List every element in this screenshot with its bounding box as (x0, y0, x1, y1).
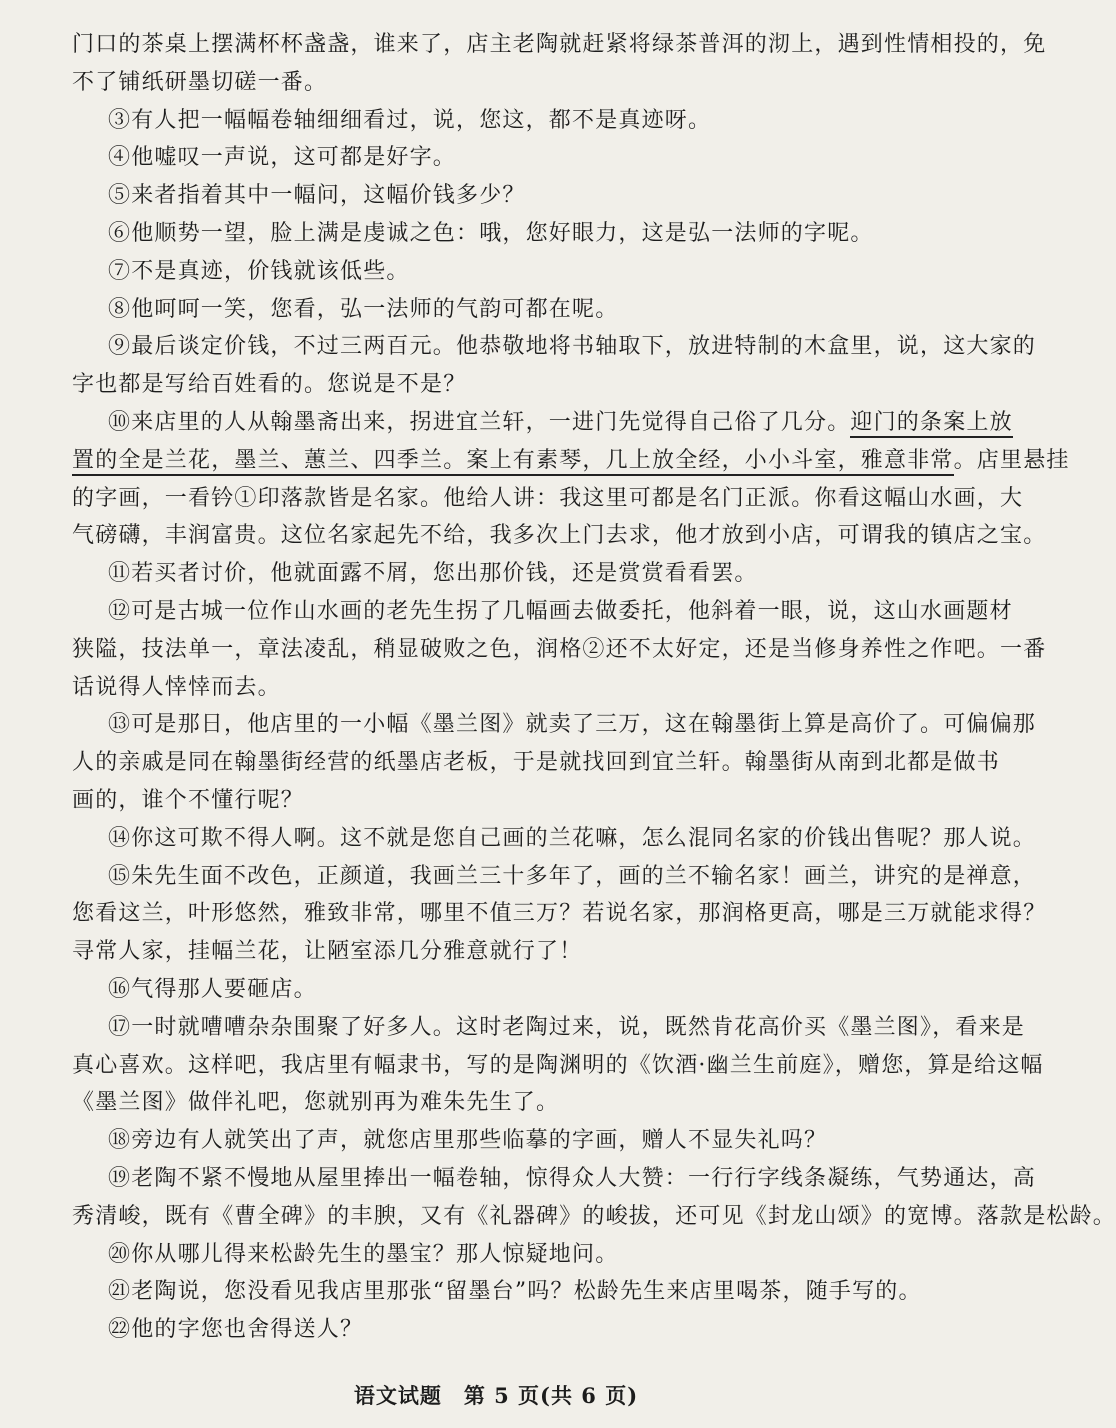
paragraph-18-line: ⑱旁边有人就笑出了声，就您店里那些临摹的字画，赠人不显失礼吗？ (108, 1128, 828, 1154)
paragraph-15-line: ⑮朱先生面不改色，正颜道，我画兰三十多年了，画的兰不输名家！画兰，讲究的是禅意， (108, 863, 1037, 889)
text-line: 秀清峻，既有《曹全碑》的丰腴，又有《礼器碑》的峻拔，还可见《封龙山颂》的宽博。落款是松龄。 (72, 1203, 1116, 1229)
text-line: 画的，谁个不懂行呢？ (72, 788, 305, 813)
text-line: 不了铺纸研墨切磋一番。 (72, 69, 328, 95)
paragraph-19-line: ⑲老陶不紧不慢地从屋里捧出一幅卷轴，惊得众人大赞：一行行字线条凝练，气势通达，高 (108, 1166, 1037, 1191)
text-line: 寻常人家，挂幅兰花，让陋室添几分雅意就行了！ (72, 939, 583, 965)
text-segment: 。店里悬挂 (953, 447, 1070, 473)
paragraph-12-line: ⑫可是古城一位作山水画的老先生拐了几幅画去做委托，他斜着一眼，说，这山水画题材 (108, 599, 1013, 624)
paragraph-13-line: ⑬可是那日，他店里的一小幅《墨兰图》就卖了三万，这在翰墨街上算是高价了。可偏偏那 (108, 712, 1037, 738)
text-line: 您看这兰，叶形悠然，雅致非常，哪里不值三万？若说名家，那润格更高，哪是三万就能求得？ (72, 901, 1047, 927)
paragraph-6-line: ⑥他顺势一望，脸上满是虔诚之色：哦，您好眼力，这是弘一法师的字呢。 (108, 221, 874, 246)
paragraph-3-line: ③有人把一幅幅卷轴细细看过，说，您这，都不是真迹呀。 (108, 107, 712, 133)
text-line: 字也都是写给百姓看的。您说是不是？ (72, 372, 467, 398)
paragraph-7-line: ⑦不是真迹，价钱就该低些。 (108, 258, 410, 284)
text-line: 的字画，一看钤①印落款皆是名家。他给人讲：我这里可都是名门正派。你看这幅山水画，大 (72, 485, 1024, 511)
paragraph-17-line: ⑰一时就嘈嘈杂杂围聚了好多人。这时老陶过来，说，既然肯花高价买《墨兰图》，看来是 (108, 1014, 1026, 1040)
paragraph-20-line: ⑳你从哪儿得来松龄先生的墨宝？那人惊疑地问。 (108, 1241, 619, 1267)
text-line: 人的亲戚是同在翰墨街经营的纸墨店老板，于是就找回到宜兰轩。翰墨街从南到北都是做书 (72, 750, 1001, 776)
text-line (0, 446, 1070, 476)
paragraph-4-line: ④他嘘叹一声说，这可都是好字。 (108, 145, 457, 171)
text-line: 真心喜欢。这样吧，我店里有幅隶书，写的是陶渊明的《饮酒·幽兰生前庭》，赠您，算是给这幅 (72, 1052, 1044, 1078)
page-footer: 语文试题 第 5 页(共 6 页) (353, 1383, 639, 1408)
underlined-sentence: 置的全是兰花，墨兰、蕙兰、四季兰。案上有素琴，几上放全经，小小斗室，雅意非常 (72, 448, 954, 476)
text-line: 《墨兰图》做伴礼吧，您就别再为难朱先生了。 (72, 1090, 560, 1116)
paragraph-8-line: ⑧他呵呵一笑，您看，弘一法师的气韵可都在呢。 (108, 296, 619, 322)
text-line: 门口的茶桌上摆满杯杯盏盏，谁来了，店主老陶就赶紧将绿茶普洱的沏上，遇到性情相投的，免 (72, 32, 1047, 57)
paragraph-22-line: ㉒他的字您也舍得送人？ (108, 1317, 364, 1343)
text-line: 狭隘，技法单一，章法凌乱，稍显破败之色，润格②还不太好定，还是当修身养性之作吧。一番 (72, 636, 1047, 662)
paragraph-14-line: ⑭你这可欺不得人啊。这不就是您自己画的兰花嘛，怎么混同名家的价钱出售呢？那人说。 (108, 825, 1037, 851)
paragraph-11-line: ⑪若买者讨价，他就面露不屑，您出那价钱，还是赏赏看看罢。 (108, 561, 758, 587)
paragraph-5-line: ⑤来者指着其中一幅问，这幅价钱多少？ (108, 183, 526, 209)
paragraph-10-line (0, 408, 1013, 438)
paragraph-16-line: ⑯气得那人要砸店。 (108, 977, 317, 1002)
paragraph-9-line: ⑨最后谈定价钱，不过三两百元。他恭敬地将书轴取下，放进特制的木盒里，说，这大家的 (108, 334, 1037, 360)
text-segment: ⑩来店里的人从翰墨斋出来，拐进宜兰轩，一进门先觉得自己俗了几分。 (108, 410, 851, 435)
underlined-sentence: 迎门的条案上放 (850, 410, 1012, 438)
text-line: 话说得人悻悻而去。 (72, 674, 281, 700)
paragraph-21-line: ㉑老陶说，您没看见我店里那张“留墨台”吗？松龄先生来店里喝茶，随手写的。 (108, 1279, 922, 1305)
text-line: 气磅礴，丰润富贵。这位名家起先不给，我多次上门去求，他才放到小店，可谓我的镇店之宝。 (72, 523, 1047, 549)
